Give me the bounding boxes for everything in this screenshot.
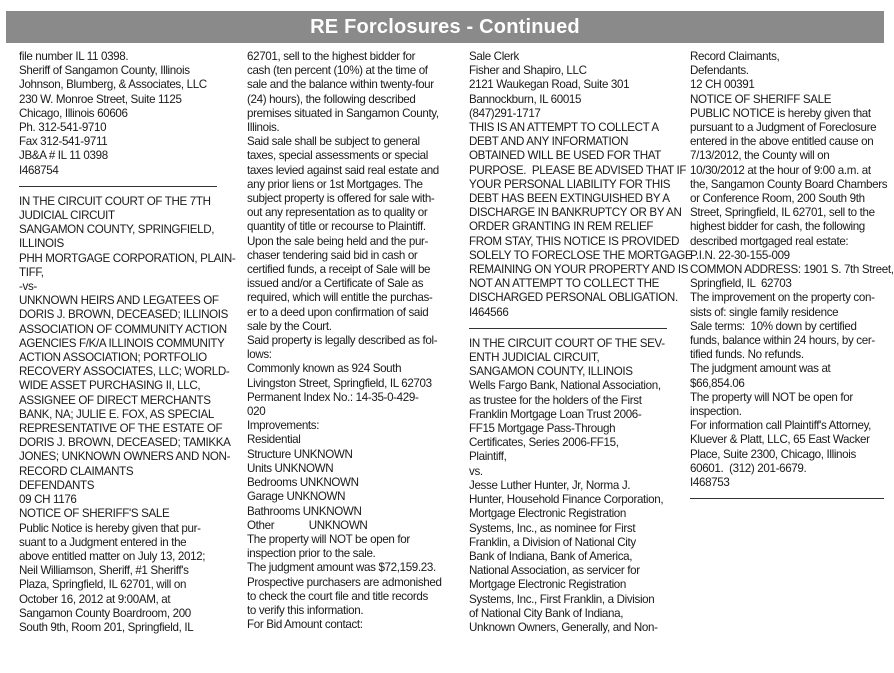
notice-line: sale and the balance within twenty-four	[247, 78, 434, 92]
notice-line: Unknown Owners, Generally, and Non-	[469, 620, 658, 634]
notice-line: ASSOCIATION OF COMMUNITY ACTION	[19, 322, 227, 336]
notice-line: Systems, Inc., as nominee for First	[469, 521, 636, 535]
notice-line: SANGAMON COUNTY, ILLINOIS	[469, 365, 633, 379]
notice-line: Fax 312-541-9711	[19, 135, 108, 149]
notice-line: Street, Springfield, IL 62701, sell to the	[690, 206, 875, 220]
notice-line: Springfield, IL 62703	[690, 277, 792, 291]
notice-line: chaser tendering said bid in cash or	[247, 248, 418, 262]
notice-line: 10/30/2012 at the hour of 9:00 a.m. at	[690, 163, 871, 177]
notice-line: out any representation as to quality or	[247, 206, 428, 220]
notice-line: REPRESENTATIVE OF THE ESTATE OF	[19, 422, 223, 436]
notice-line: RECOVERY ASSOCIATES, LLC; WORLD-	[19, 365, 230, 379]
notice-line: DISCHARGED PERSONAL OBLIGATION.	[469, 291, 678, 305]
notice-line: ASSIGNEE OF DIRECT MERCHANTS	[19, 393, 211, 407]
notice-line: PUBLIC NOTICE is hereby given that	[690, 106, 871, 120]
notice-line: TIFF,	[19, 265, 44, 279]
notice-line: South 9th, Room 201, Springfield, IL	[19, 620, 194, 634]
notice-line: $66,854.06	[690, 376, 745, 390]
notice-line: I468754	[19, 163, 59, 177]
notice-line: Bank of Indiana, Bank of America,	[469, 549, 633, 563]
notice-line: AGENCIES F/K/A ILLINOIS COMMUNITY	[19, 336, 225, 350]
notice-line: certified funds, a receipt of Sale will be	[247, 263, 431, 277]
notice-line: Illinois.	[247, 121, 280, 135]
notice-line: WIDE ASSET PURCHASING II, LLC,	[19, 379, 201, 393]
notice-line: REMAINING ON YOUR PROPERTY AND IS	[469, 263, 689, 277]
notice-line: taxes, special assessments or special	[247, 149, 429, 163]
notice-line: highest bidder for cash, the following	[690, 220, 865, 234]
notice-line: 2121 Waukegan Road, Suite 301	[469, 78, 630, 92]
notice-line: DEBT HAS BEEN EXTINGUISHED BY A	[469, 192, 670, 206]
notice-09-ch-1176-continued	[247, 50, 445, 632]
notice-line: tified funds. No refunds.	[690, 348, 804, 362]
notice-line: Structure UNKNOWN	[247, 447, 353, 461]
notice-line: 7/13/2012, the County will on	[690, 149, 830, 163]
notice-line: THIS IS AN ATTEMPT TO COLLECT A	[469, 121, 659, 135]
notice-line: ORDER GRANTING IN REM RELIEF	[469, 220, 654, 234]
notice-line: October 16, 2012 at 9:00AM, at	[19, 592, 171, 606]
notice-line: Sale terms: 10% down by certified	[690, 319, 857, 333]
column-3	[469, 50, 693, 666]
notice-line: ACTION ASSOCIATION; PORTFOLIO	[19, 351, 207, 365]
notice-line: The judgment amount was $72,159.23.	[247, 561, 436, 575]
notice-line: Johnson, Blumberg, & Associates, LLC	[19, 78, 207, 92]
notice-divider	[19, 186, 217, 187]
notice-line: Commonly known as 924 South	[247, 362, 402, 376]
notice-line: premises situated in Sangamon County,	[247, 106, 439, 120]
notice-line: described mortgaged real estate:	[690, 234, 849, 248]
notice-line: BANK, NA; JULIE E. FOX, AS SPECIAL	[19, 407, 214, 421]
notice-line: Certificates, Series 2006-FF15,	[469, 436, 619, 450]
notice-line: DEFENDANTS	[19, 478, 95, 492]
notice-line: Other UNKNOWN	[247, 518, 368, 532]
notice-fragment-il-11-0398	[19, 50, 217, 178]
notice-line: to verify this information.	[247, 603, 364, 617]
notice-line: Residential	[247, 433, 301, 447]
notice-line: ILLINOIS	[19, 237, 64, 251]
notice-wells-fargo	[469, 337, 667, 635]
notice-line: DORIS J. BROWN, DECEASED; TAMIKKA	[19, 436, 231, 450]
notice-line: vs.	[469, 464, 483, 478]
notice-line: Garage UNKNOWN	[247, 490, 346, 504]
notice-line: IN THE CIRCUIT COURT OF THE 7TH	[19, 194, 211, 208]
notice-line: taxes levied against said real estate and	[247, 163, 439, 177]
notice-line: of National City Bank of Indiana,	[469, 606, 624, 620]
notice-line: file number IL 11 0398.	[19, 50, 129, 63]
notice-line: JB&A # IL 11 0398	[19, 149, 108, 163]
notice-line: Sangamon County Boardroom, 200	[19, 606, 191, 620]
notice-line: JUDICIAL CIRCUIT	[19, 209, 115, 223]
notice-line: Plaintiff,	[469, 450, 507, 464]
notice-line: (847)291-1717	[469, 106, 541, 120]
notice-line: UNKNOWN HEIRS AND LEGATEES OF	[19, 294, 219, 308]
notice-line: funds, balance within 24 hours, by cer-	[690, 334, 875, 348]
notice-12-ch-00391	[690, 50, 894, 490]
notice-line: For Bid Amount contact:	[247, 618, 363, 632]
notice-line: P.I.N. 22-30-155-009	[690, 248, 790, 262]
notice-line: required, which will entitle the purchas-	[247, 291, 433, 305]
notice-line: SOLELY TO FORECLOSE THE MORTGAGE	[469, 248, 693, 262]
notice-line: sale by the Court.	[247, 319, 332, 333]
notice-09-ch-1176	[19, 194, 236, 635]
notice-line: Neil Williamson, Sheriff, #1 Sheriff's	[19, 564, 189, 578]
notice-line: Plaza, Springfield, IL 62701, will on	[19, 578, 187, 592]
notice-line: inspection.	[690, 405, 742, 419]
notice-line: entered in the above entitled cause on	[690, 135, 874, 149]
notice-divider	[690, 498, 884, 499]
notice-line: any prior liens or 1st Mortgages. The	[247, 177, 423, 191]
notice-line: er to a deed upon confirmation of said	[247, 305, 429, 319]
notice-line: Franklin, a Division of National City	[469, 535, 636, 549]
notice-line: OBTAINED WILL BE USED FOR THAT	[469, 149, 661, 163]
notice-line: YOUR PERSONAL LIABILITY FOR THIS	[469, 177, 671, 191]
notice-line: Permanent Index No.: 14-35-0-429-	[247, 390, 419, 404]
notice-line: The property will NOT be open for	[690, 390, 853, 404]
notice-line: I464566	[469, 305, 509, 319]
section-title: RE Forclosures - Continued	[310, 15, 580, 38]
notice-line: quantity of title or recourse to Plaintiff.	[247, 220, 426, 234]
notice-line: SANGAMON COUNTY, SPRINGFIELD,	[19, 223, 215, 237]
notice-line: to check the court file and title records	[247, 589, 428, 603]
notice-line: Upon the sale being held and the pur-	[247, 234, 429, 248]
notice-fisher-shapiro-contact	[469, 50, 693, 320]
notice-line: NOTICE OF SHERIFF SALE	[690, 92, 832, 106]
notice-line: Mortgage Electronic Registration	[469, 507, 626, 521]
notice-line: Kluever & Platt, LLC, 65 East Wacker	[690, 433, 870, 447]
notice-divider	[469, 328, 667, 329]
notice-line: The judgment amount was at	[690, 362, 831, 376]
notice-line: suant to a Judgment entered in the	[19, 535, 187, 549]
notice-line: Record Claimants,	[690, 50, 780, 63]
notice-line: DEBT AND ANY INFORMATION	[469, 135, 629, 149]
notice-line: Improvements:	[247, 419, 320, 433]
notice-line: National Association, as servicer for	[469, 564, 640, 578]
notice-line: IN THE CIRCUIT COURT OF THE SEV-	[469, 336, 665, 350]
notice-line: issued and/or a Certificate of Sale as	[247, 277, 424, 291]
notice-line: the, Sangamon County Board Chambers	[690, 177, 888, 191]
notice-line: Bannockburn, IL 60015	[469, 92, 582, 106]
notice-line: Chicago, Illinois 60606	[19, 106, 128, 120]
notice-line: Hunter, Household Finance Corporation,	[469, 493, 664, 507]
notice-line: Units UNKNOWN	[247, 461, 334, 475]
notice-line: PURPOSE. PLEASE BE ADVISED THAT IF	[469, 163, 687, 177]
notice-line: inspection prior to the sale.	[247, 547, 376, 561]
column-2	[247, 50, 445, 666]
notice-line: pursuant to a Judgment of Foreclosure	[690, 121, 877, 135]
notice-line: 12 CH 00391	[690, 78, 755, 92]
notice-line: Franklin Mortgage Loan Trust 2006-	[469, 407, 642, 421]
notice-line: NOTICE OF SHERIFF'S SALE	[19, 507, 170, 521]
notice-line: JONES; UNKNOWN OWNERS AND NON-	[19, 450, 231, 464]
notice-line: For information call Plaintiff's Attorney,	[690, 419, 872, 433]
notice-line: Mortgage Electronic Registration	[469, 578, 626, 592]
notice-line: ENTH JUDICIAL CIRCUIT,	[469, 351, 600, 365]
notice-line: DISCHARGE IN BANKRUPTCY OR BY AN	[469, 206, 682, 220]
section-header	[6, 11, 884, 43]
notice-line: DORIS J. BROWN, DECEASED; ILLINOIS	[19, 308, 229, 322]
notice-line: Place, Suite 2300, Chicago, Illinois	[690, 447, 856, 461]
notice-line: Wells Fargo Bank, National Association,	[469, 379, 661, 393]
notice-line: PHH MORTGAGE CORPORATION, PLAIN-	[19, 251, 236, 265]
column-4	[690, 50, 894, 666]
notice-line: 62701, sell to the highest bidder for	[247, 50, 416, 63]
notice-line: as trustee for the holders of the First	[469, 393, 642, 407]
notice-line: 60601. (312) 201-6679.	[690, 461, 807, 475]
notice-line: lows:	[247, 348, 272, 362]
notice-line: or Conference Room, 200 South 9th	[690, 192, 865, 206]
notice-line: subject property is offered for sale with-	[247, 192, 435, 206]
notice-line: Sheriff of Sangamon County, Illinois	[19, 64, 190, 78]
notice-line: 09 CH 1176	[19, 493, 77, 507]
notice-line: Said sale shall be subject to general	[247, 135, 420, 149]
notice-line: RECORD CLAIMANTS	[19, 464, 134, 478]
notice-line: cash (ten percent (10%) at the time of	[247, 64, 428, 78]
notice-line: NOT AN ATTEMPT TO COLLECT THE	[469, 277, 659, 291]
notice-line: Bathrooms UNKNOWN	[247, 504, 362, 518]
notice-line: Public Notice is hereby given that pur-	[19, 521, 201, 535]
notice-line: 230 W. Monroe Street, Suite 1125	[19, 92, 182, 106]
notice-line: above entitled matter on July 13, 2012;	[19, 549, 206, 563]
notice-line: Jesse Luther Hunter, Jr, Norma J.	[469, 478, 631, 492]
notice-line: Systems, Inc., First Franklin, a Division	[469, 592, 655, 606]
column-1	[19, 50, 236, 666]
notice-line: sists of: single family residence	[690, 305, 839, 319]
notice-line: -vs-	[19, 280, 37, 294]
notice-line: The improvement on the property con-	[690, 291, 875, 305]
notice-line: Said property is legally described as fol-	[247, 334, 438, 348]
notice-line: I468753	[690, 476, 730, 490]
notice-line: Bedrooms UNKNOWN	[247, 476, 359, 490]
notice-line: Fisher and Shapiro, LLC	[469, 64, 587, 78]
notice-line: Ph. 312-541-9710	[19, 121, 107, 135]
notice-line: The property will NOT be open for	[247, 532, 410, 546]
notice-line: FROM STAY, THIS NOTICE IS PROVIDED	[469, 234, 680, 248]
notice-line: COMMON ADDRESS: 1901 S. 7th Street,	[690, 263, 894, 277]
notice-line: (24) hours), the following described	[247, 92, 416, 106]
notice-line: Sale Clerk	[469, 50, 519, 63]
notice-line: Defendants.	[690, 64, 749, 78]
notice-line: 020	[247, 405, 266, 419]
notice-line: Prospective purchasers are admonished	[247, 575, 442, 589]
notice-line: FF15 Mortgage Pass-Through	[469, 422, 616, 436]
notice-line: Livingston Street, Springfield, IL 62703	[247, 376, 432, 390]
